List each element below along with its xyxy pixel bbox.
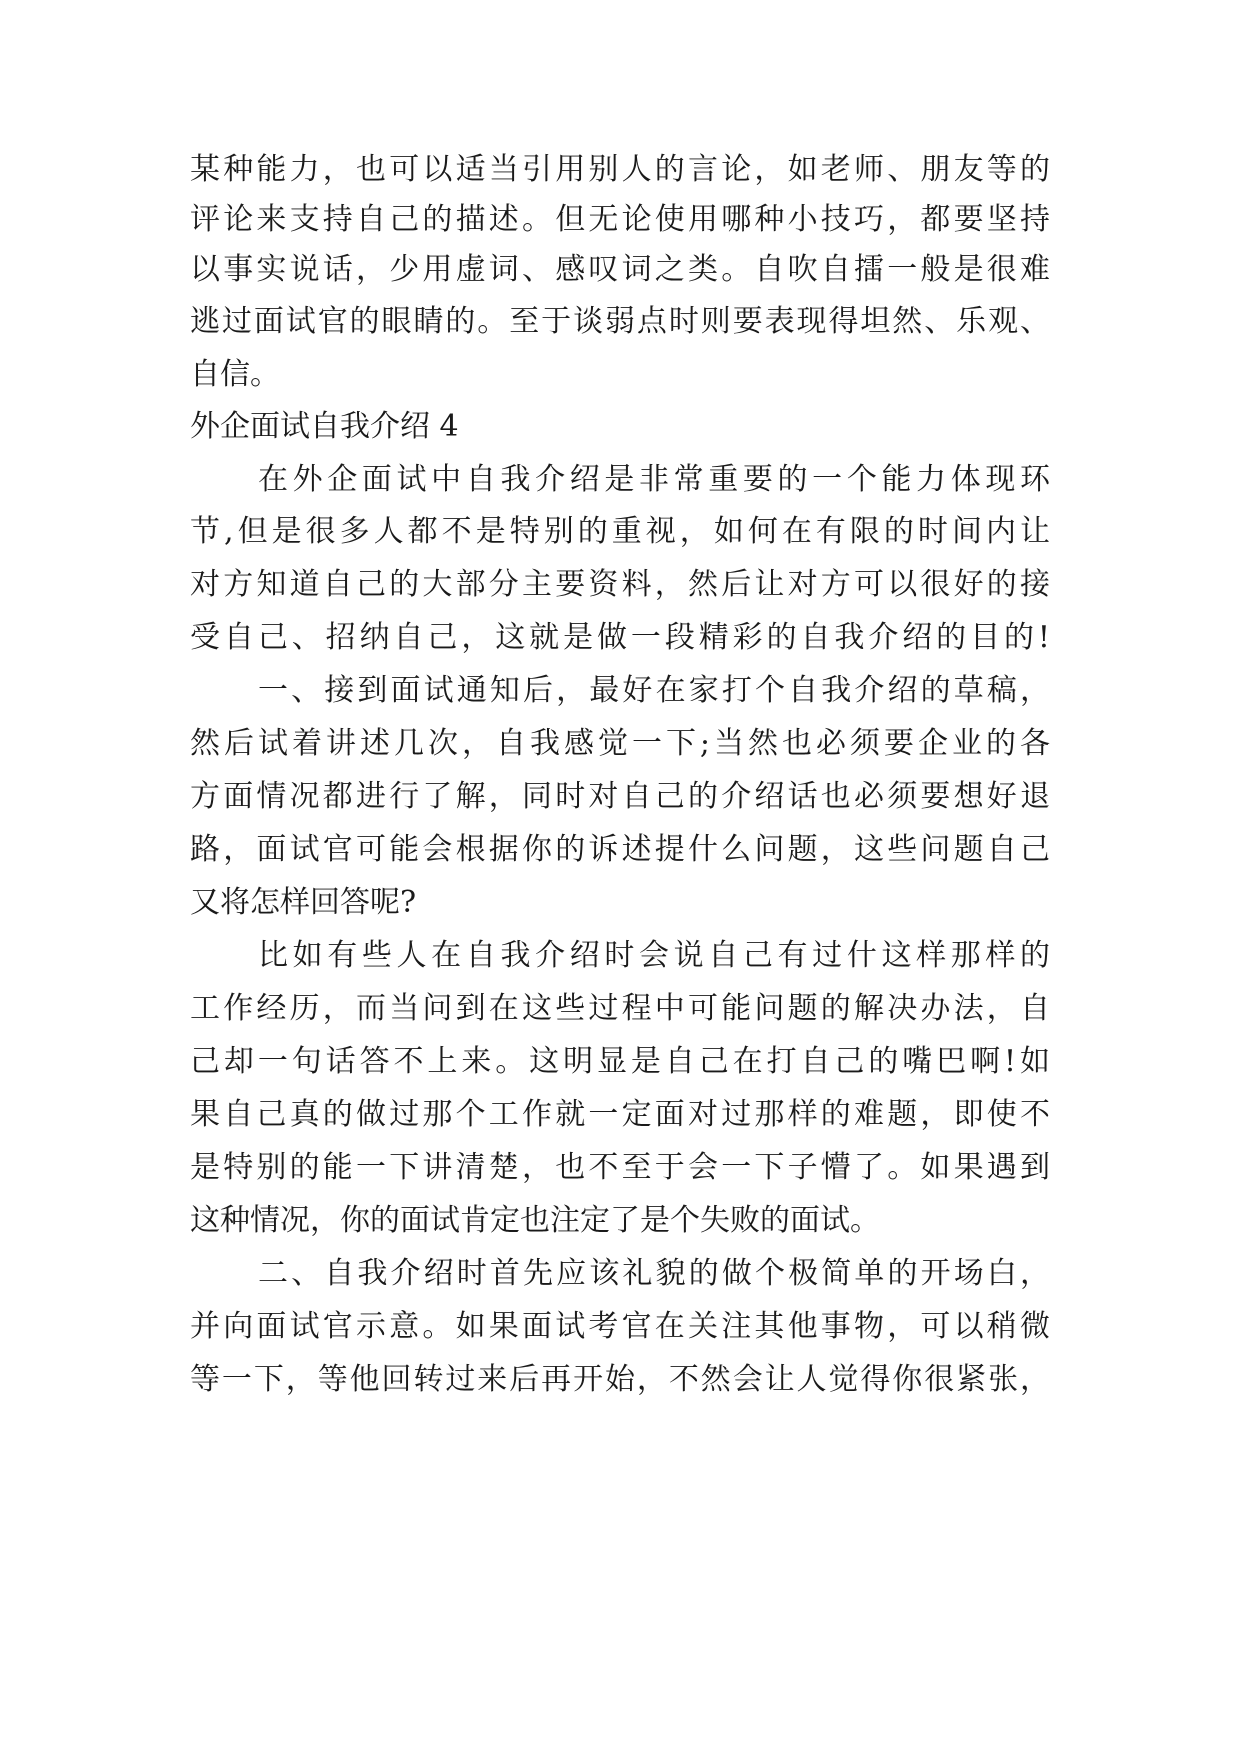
text-line: 在外企面试中自我介绍是非常重要的一个能力体现环 (258, 462, 1050, 497)
text-line: 节,但是很多人都不是特别的重视，如何在有限的时间内让 (190, 514, 1050, 549)
text-line: 二、自我介绍时首先应该礼貌的做个极简单的开场白， (258, 1256, 1050, 1291)
text-line: 一、接到面试通知后，最好在家打个自我介绍的草稿， (258, 673, 1050, 708)
text-line: 比如有些人在自我介绍时会说自己有过什这样那样的 (258, 938, 1050, 973)
text-line: 是特别的能一下讲清楚，也不至于会一下子懵了。如果遇到 (190, 1150, 1050, 1185)
text-line: 这种情况，你的面试肯定也注定了是个失败的面试。 (190, 1203, 880, 1238)
text-line: 受自己、招纳自己，这就是做一段精彩的自我介绍的目的! (190, 620, 1050, 655)
text-line: 方面情况都进行了解，同时对自己的介绍话也必须要想好退 (190, 779, 1050, 814)
text-line: 评论来支持自己的描述。但无论使用哪种小技巧，都要坚持 (190, 202, 1050, 237)
text-line: 自信。 (190, 357, 280, 392)
section-heading: 外企面试自我介绍 4 (190, 409, 459, 444)
text-line: 果自己真的做过那个工作就一定面对过那样的难题，即使不 (190, 1097, 1050, 1132)
text-line: 等一下，等他回转过来后再开始，不然会让人觉得你很紧张， (190, 1362, 1050, 1397)
text-line: 以事实说话，少用虚词、感叹词之类。自吹自擂一般是很难 (190, 252, 1050, 287)
text-line: 某种能力，也可以适当引用别人的言论，如老师、朋友等的 (190, 152, 1050, 187)
text-line: 又将怎样回答呢? (190, 885, 417, 920)
text-line: 工作经历，而当问到在这些过程中可能问题的解决办法，自 (190, 991, 1050, 1026)
text-line: 己却一句话答不上来。这明显是自己在打自己的嘴巴啊!如 (190, 1044, 1050, 1079)
text-line: 然后试着讲述几次，自我感觉一下;当然也必须要企业的各 (190, 726, 1050, 761)
text-line: 对方知道自己的大部分主要资料，然后让对方可以很好的接 (190, 567, 1050, 602)
text-line: 并向面试官示意。如果面试考官在关注其他事物，可以稍微 (190, 1309, 1050, 1344)
text-line: 路，面试官可能会根据你的诉述提什么问题，这些问题自己 (190, 832, 1050, 867)
text-line: 逃过面试官的眼睛的。至于谈弱点时则要表现得坦然、乐观、 (190, 304, 1050, 339)
